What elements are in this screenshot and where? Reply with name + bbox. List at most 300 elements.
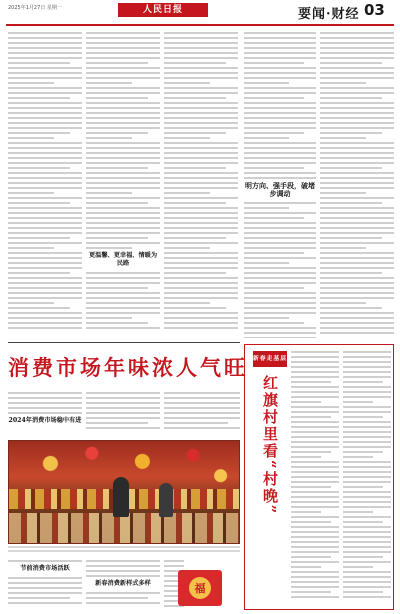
market-lead-column-3 (164, 392, 240, 438)
text-line (291, 586, 339, 588)
text-line (86, 422, 148, 424)
text-line (86, 97, 148, 99)
text-line (8, 127, 82, 129)
text-line (320, 262, 394, 264)
text-line (291, 466, 339, 468)
market-lead-column-1 (8, 392, 82, 438)
text-line (343, 361, 391, 363)
text-line (320, 197, 394, 199)
text-line (164, 242, 238, 244)
text-line (164, 102, 238, 104)
text-line (291, 411, 339, 413)
text-line (244, 262, 289, 264)
column-text-2 (343, 351, 391, 605)
text-line (8, 407, 82, 409)
text-line (291, 461, 339, 463)
text-line (244, 232, 316, 234)
text-line (291, 406, 339, 408)
text-line (291, 451, 331, 453)
market-body-column-2 (86, 560, 160, 610)
text-line (164, 167, 226, 169)
section-title: 要闻·财经 (298, 7, 360, 22)
text-line (164, 192, 210, 194)
text-line (86, 177, 160, 179)
text-line (164, 277, 238, 279)
text-line (8, 237, 70, 239)
text-line (86, 132, 148, 134)
text-line (320, 82, 366, 84)
text-line (320, 227, 394, 229)
photo-goods-counter (9, 513, 239, 543)
text-line (164, 32, 238, 34)
text-line (164, 197, 238, 199)
text-line (244, 137, 289, 139)
text-line (86, 32, 160, 34)
text-line (244, 307, 316, 309)
text-line (8, 317, 82, 319)
text-line (86, 52, 160, 54)
text-line (8, 182, 82, 184)
photo-shopper (113, 477, 129, 517)
text-line (343, 381, 383, 383)
text-line (320, 117, 394, 119)
text-line (8, 587, 82, 589)
text-line (343, 416, 383, 418)
text-line (343, 541, 391, 543)
text-line (8, 546, 240, 548)
text-line (164, 112, 238, 114)
text-line (164, 227, 238, 229)
text-line (291, 426, 339, 428)
section-subheading: 明方向、强手段，破堵步调动 (245, 181, 315, 198)
text-line (343, 406, 391, 408)
text-line (164, 312, 238, 314)
text-line (291, 431, 339, 433)
text-line (320, 277, 394, 279)
text-line (8, 37, 82, 39)
text-line (291, 366, 339, 368)
text-line (343, 461, 391, 463)
text-line (320, 157, 394, 159)
text-line (244, 97, 304, 99)
text-line (244, 317, 289, 319)
text-line (8, 132, 70, 134)
column-box (244, 344, 394, 610)
text-line (343, 371, 391, 373)
text-line (164, 287, 238, 289)
text-line (320, 127, 394, 129)
text-line (320, 122, 394, 124)
text-line (291, 556, 331, 558)
text-line (164, 92, 238, 94)
text-line (164, 252, 238, 254)
text-line (8, 397, 82, 399)
text-line (320, 107, 394, 109)
text-line (164, 327, 238, 329)
text-line (244, 227, 316, 229)
column-tag: 新春走基层 (253, 351, 287, 367)
text-line (244, 302, 316, 304)
text-line (8, 197, 82, 199)
text-line (8, 32, 82, 34)
text-line (8, 560, 82, 562)
text-line (320, 192, 366, 194)
text-line (291, 496, 339, 498)
text-line (8, 412, 82, 414)
text-line (343, 506, 391, 508)
text-line (320, 132, 382, 134)
text-line (8, 177, 82, 179)
text-line (320, 72, 394, 74)
text-line (291, 471, 339, 473)
text-line (86, 560, 160, 562)
text-line (86, 172, 160, 174)
text-line (164, 122, 238, 124)
text-line (8, 577, 82, 579)
text-line (86, 402, 160, 404)
text-line (244, 127, 316, 129)
text-line (343, 516, 391, 518)
section-divider (8, 342, 240, 343)
text-line (244, 142, 316, 144)
text-line (86, 197, 160, 199)
text-line (164, 397, 240, 399)
text-line (244, 277, 316, 279)
text-line (164, 182, 238, 184)
text-line (86, 187, 160, 189)
text-line (244, 42, 316, 44)
text-line (320, 92, 394, 94)
text-line (8, 117, 82, 119)
text-line (164, 72, 238, 74)
text-line (343, 441, 391, 443)
text-line (320, 237, 382, 239)
text-line (8, 272, 70, 274)
text-line (343, 456, 373, 458)
text-line (86, 47, 160, 49)
text-line (86, 212, 160, 214)
text-line (164, 132, 226, 134)
text-line (86, 242, 160, 244)
text-line (320, 137, 366, 139)
text-line (320, 297, 394, 299)
text-line (320, 172, 394, 174)
text-line (343, 471, 391, 473)
text-line (343, 566, 373, 568)
text-line (244, 202, 316, 204)
section-subheading: 2024年消费市场稳中有进 (8, 417, 82, 424)
text-line (244, 132, 304, 134)
text-line (244, 322, 304, 324)
text-line (164, 402, 240, 404)
text-line (164, 147, 238, 149)
column-1 (8, 32, 82, 332)
text-line (8, 172, 82, 174)
text-line (320, 222, 394, 224)
text-line (291, 481, 339, 483)
text-line (244, 87, 316, 89)
text-line (86, 592, 160, 594)
market-photo (8, 440, 240, 544)
text-line (291, 446, 339, 448)
text-line (320, 77, 394, 79)
text-line (320, 32, 394, 34)
text-line (164, 77, 238, 79)
text-line (343, 521, 383, 523)
text-line (86, 117, 160, 119)
text-line (244, 247, 316, 249)
text-line (244, 257, 316, 259)
text-line (164, 187, 238, 189)
text-line (320, 187, 394, 189)
text-line (86, 272, 160, 274)
text-line (291, 351, 339, 353)
text-line (244, 327, 316, 329)
text-line (320, 112, 394, 114)
text-line (291, 401, 321, 403)
text-line (164, 407, 240, 409)
text-line (291, 516, 339, 518)
text-line (244, 292, 316, 294)
text-line (164, 212, 238, 214)
text-line (244, 332, 316, 334)
text-line (320, 327, 394, 329)
svg-text:福: 福 (194, 582, 206, 595)
text-line (8, 312, 82, 314)
text-line (164, 177, 238, 179)
text-line (8, 42, 82, 44)
text-line (244, 47, 316, 49)
text-line (244, 242, 316, 244)
text-line (164, 247, 210, 249)
text-line (8, 52, 82, 54)
text-line (8, 157, 82, 159)
text-line (164, 222, 238, 224)
text-line (244, 162, 316, 164)
text-line (291, 566, 321, 568)
text-line (86, 107, 160, 109)
text-line (164, 52, 238, 54)
text-line (343, 551, 391, 553)
text-line (320, 257, 394, 259)
text-line (320, 312, 394, 314)
text-line (343, 491, 391, 493)
column-title: 红旗村里看“村晚” (261, 375, 279, 516)
text-line (320, 267, 394, 269)
text-line (8, 97, 70, 99)
text-line (320, 102, 394, 104)
text-line (320, 87, 394, 89)
text-line (343, 576, 391, 578)
section-subheading: 更温馨、更幸福、情暖为民路 (88, 252, 158, 267)
column-4 (244, 32, 316, 338)
text-line (86, 247, 132, 249)
text-line (164, 97, 226, 99)
text-line (244, 37, 316, 39)
text-line (8, 322, 82, 324)
text-line (291, 541, 339, 543)
text-line (86, 82, 132, 84)
text-line (343, 376, 391, 378)
text-line (320, 67, 394, 69)
text-line (343, 536, 391, 538)
text-line (164, 82, 210, 84)
text-line (86, 427, 160, 429)
text-line (86, 312, 160, 314)
text-line (244, 62, 304, 64)
text-line (164, 142, 238, 144)
text-line (320, 152, 394, 154)
text-line (8, 247, 54, 249)
text-line (164, 107, 238, 109)
text-line (164, 302, 210, 304)
text-line (86, 122, 160, 124)
text-line (343, 436, 391, 438)
column-3 (164, 32, 238, 332)
text-line (164, 127, 238, 129)
text-line (8, 267, 82, 269)
text-line (86, 192, 132, 194)
text-line (86, 167, 148, 169)
text-line (343, 546, 391, 548)
text-line (8, 252, 82, 254)
text-line (164, 152, 238, 154)
text-line (86, 307, 160, 309)
text-line (86, 277, 160, 279)
text-line (343, 411, 391, 413)
text-line (86, 72, 160, 74)
text-line (343, 391, 391, 393)
text-line (164, 322, 238, 324)
text-line (343, 481, 391, 483)
text-line (164, 207, 238, 209)
issue-date: 2025年1月27日 星期一 (8, 5, 62, 11)
photo-caption (8, 546, 240, 554)
text-line (8, 292, 82, 294)
text-line (8, 162, 82, 164)
text-line (291, 396, 339, 398)
text-line (343, 356, 391, 358)
text-line (291, 376, 339, 378)
text-line (8, 282, 82, 284)
text-line (8, 112, 82, 114)
text-line (8, 582, 82, 584)
section-subheading: 新春消费新样式多样 (95, 580, 151, 587)
text-line (8, 597, 70, 599)
text-line (343, 476, 391, 478)
text-line (8, 102, 82, 104)
text-line (86, 152, 160, 154)
text-line (86, 237, 148, 239)
text-line (291, 501, 339, 503)
text-line (86, 57, 160, 59)
text-line (343, 466, 391, 468)
text-line (86, 602, 160, 604)
text-line (8, 187, 82, 189)
text-line (8, 287, 82, 289)
text-line (343, 431, 391, 433)
text-line (320, 162, 394, 164)
text-line (86, 102, 160, 104)
text-line (291, 386, 339, 388)
text-line (320, 272, 382, 274)
text-line (86, 207, 160, 209)
text-line (86, 392, 160, 394)
text-line (244, 312, 316, 314)
section-subheading: 节前消费市场活跃 (20, 565, 70, 572)
text-line (291, 441, 339, 443)
text-line (343, 581, 391, 583)
text-line (164, 267, 238, 269)
text-line (244, 172, 316, 174)
text-line (244, 122, 316, 124)
text-line (343, 496, 391, 498)
text-line (86, 42, 160, 44)
text-line (244, 77, 316, 79)
text-line (8, 297, 82, 299)
text-line (291, 476, 339, 478)
text-line (320, 292, 394, 294)
text-line (164, 202, 226, 204)
text-line (8, 207, 82, 209)
text-line (86, 397, 160, 399)
text-line (8, 262, 82, 264)
text-line (343, 401, 373, 403)
text-line (8, 72, 82, 74)
text-line (320, 217, 394, 219)
newspaper-logo: 人民日报 (118, 3, 208, 17)
text-line (164, 307, 226, 309)
text-line (291, 526, 339, 528)
masthead (0, 0, 400, 30)
text-line (164, 47, 238, 49)
text-line (320, 287, 394, 289)
text-line (320, 307, 382, 309)
text-line (291, 546, 339, 548)
text-line (244, 272, 316, 274)
text-line (291, 536, 339, 538)
market-body-column-1 (8, 560, 82, 610)
text-line (244, 212, 316, 214)
text-line (86, 87, 160, 89)
text-line (86, 565, 160, 567)
text-line (86, 37, 160, 39)
text-line (291, 391, 339, 393)
text-line (8, 147, 82, 149)
text-line (244, 52, 316, 54)
text-line (8, 167, 70, 169)
masthead-rule (6, 24, 394, 26)
page-number: 03 (364, 1, 385, 19)
text-line (244, 177, 316, 179)
text-line (8, 137, 54, 139)
text-line (343, 596, 391, 598)
text-line (343, 386, 391, 388)
text-line (86, 157, 160, 159)
text-line (244, 117, 316, 119)
text-line (86, 162, 160, 164)
text-line (164, 292, 238, 294)
text-line (343, 591, 383, 593)
text-line (164, 237, 226, 239)
text-line (244, 72, 316, 74)
text-line (320, 177, 394, 179)
text-line (291, 491, 339, 493)
text-line (244, 157, 316, 159)
text-line (8, 232, 82, 234)
text-line (164, 282, 238, 284)
text-line (86, 182, 160, 184)
